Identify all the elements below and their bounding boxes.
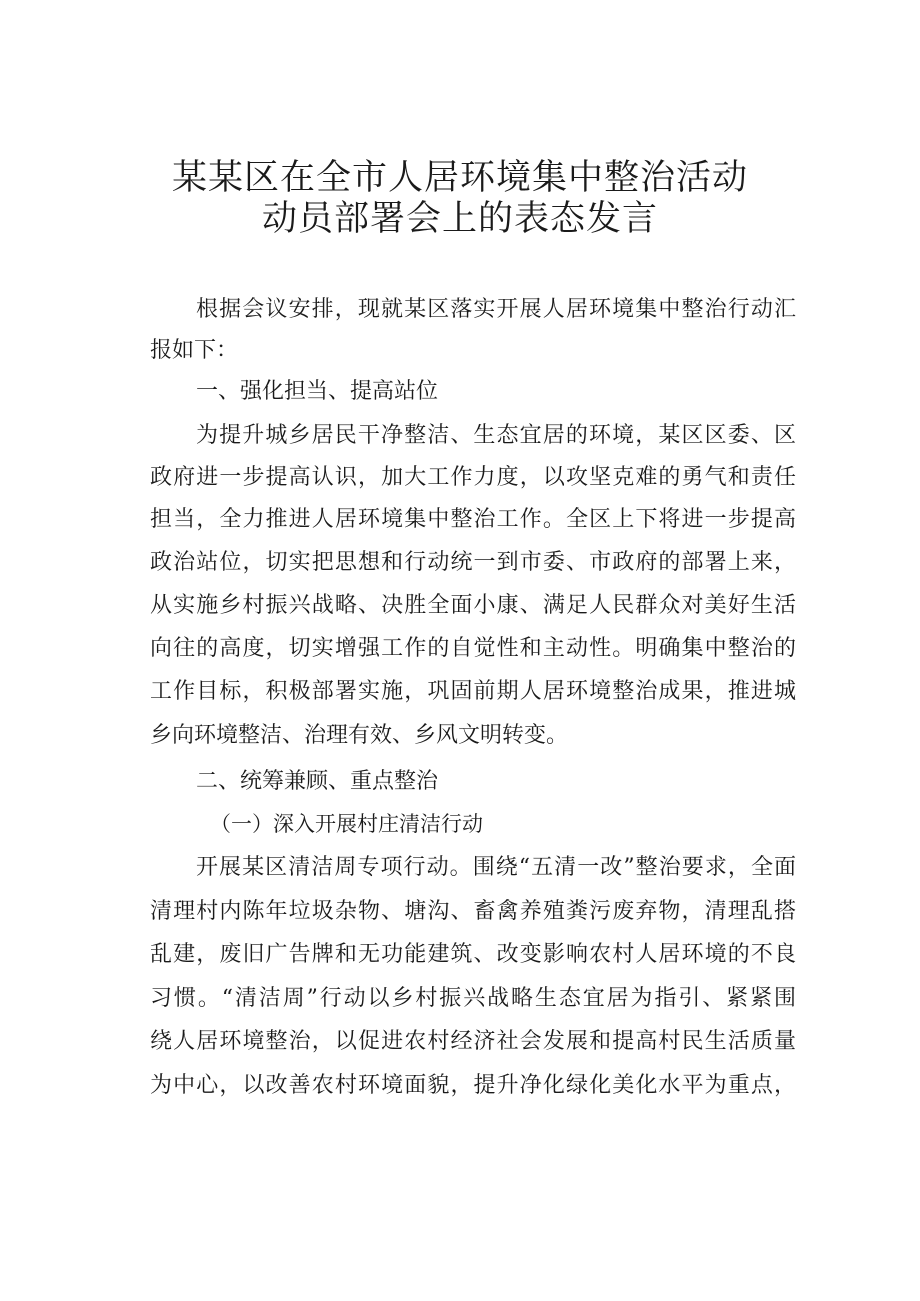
section-2-line-1: 开展某区清洁周专项行动。围绕“五清一改”整治要求，全面: [196, 855, 796, 880]
section-2-heading: 二、统筹兼顾、重点整治: [196, 769, 439, 794]
section-2-line-6: 为中心，以改善农村环境面貌，提升净化绿化美化水平为重点，: [150, 1073, 796, 1098]
section-1-line-1: 为提升城乡居民干净整洁、生态宜居的环境，某区区委、区: [196, 423, 796, 448]
section-1-heading: 一、强化担当、提高站位: [196, 379, 439, 404]
section-1-line-4: 政治站位，切实把思想和行动统一到市委、市政府的部署上来，: [150, 550, 796, 575]
section-1-line-5: 从实施乡村振兴战略、决胜全面小康、满足人民群众对美好生活: [150, 593, 796, 618]
section-2-line-4: 习惯。“清洁周”行动以乡村振兴战略生态宜居为指引、紧紧围: [150, 986, 796, 1011]
section-2-line-5: 绕人居环境整治，以促进农村经济社会发展和提高村民生活质量: [150, 1029, 796, 1054]
document-title-line-2: 动员部署会上的表态发言: [261, 199, 658, 239]
section-1-line-6: 向往的高度，切实增强工作的自觉性和主动性。明确集中整治的: [150, 636, 796, 661]
section-1-line-8: 乡向环境整洁、治理有效、乡风文明转变。: [150, 723, 569, 748]
intro-line-1: 根据会议安排，现就某区落实开展人居环境集中整治行动汇: [196, 297, 796, 322]
section-1-line-2: 政府进一步提高认识，加大工作力度，以攻坚克难的勇气和责任: [150, 465, 796, 490]
section-2-subheading: （一）深入开展村庄清洁行动: [210, 812, 483, 836]
section-1-line-3: 担当，全力推进人居环境集中整治工作。全区上下将进一步提高: [150, 507, 796, 532]
section-2-line-3: 乱建，废旧广告牌和无功能建筑、改变影响农村人居环境的不良: [150, 942, 796, 967]
intro-line-2: 报如下：: [150, 338, 239, 363]
section-2-line-2: 清理村内陈年垃圾杂物、塘沟、畜禽养殖粪污废弃物，清理乱搭: [150, 899, 796, 924]
document-title-line-1: 某某区在全市人居环境集中整治活动: [171, 158, 748, 198]
section-1-line-7: 工作目标，积极部署实施，巩固前期人居环境整治成果，推进城: [150, 679, 796, 704]
